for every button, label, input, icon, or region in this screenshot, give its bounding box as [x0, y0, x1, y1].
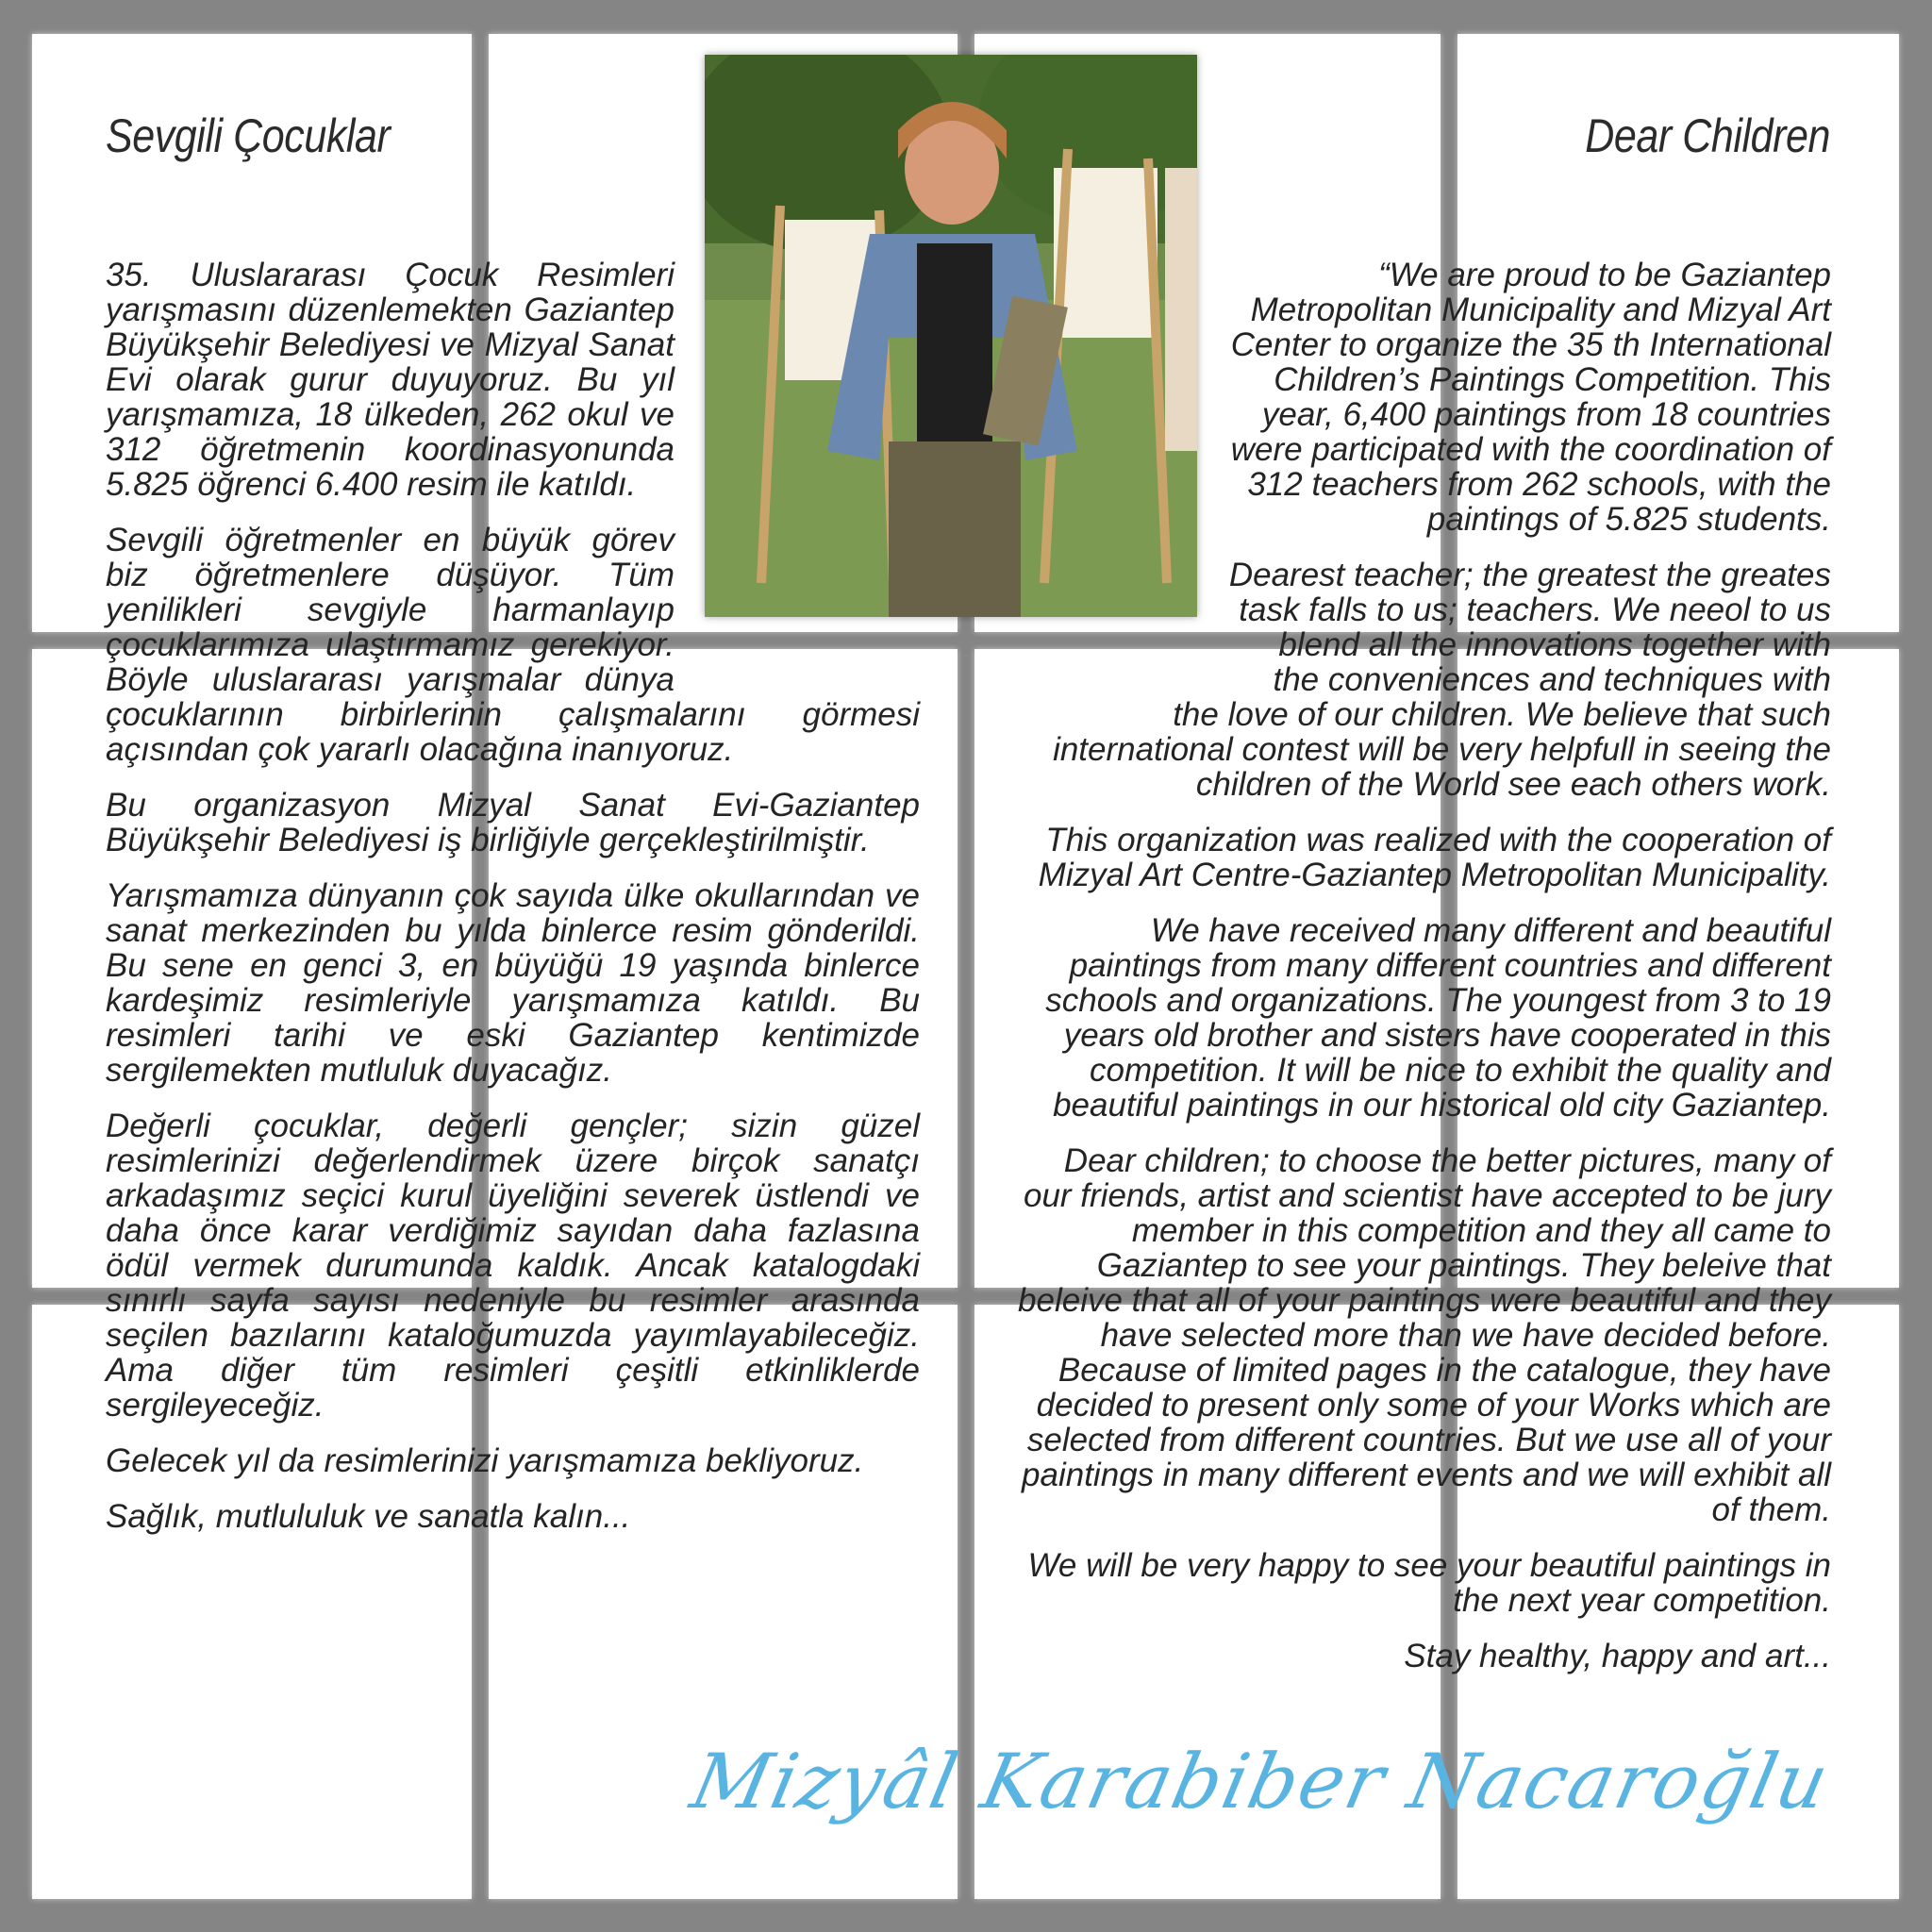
- signature: Mizyâl Karabiber Nacaroğlu: [684, 1738, 1838, 1825]
- english-paragraph: This organization was realized with the cooperation of Mizyal Art Centre-Gaziantep Metropolitan Municipality.: [1038, 822, 1831, 893]
- english-paragraph: We have received many different and beautiful paintings from many different countries and different schools and organizations. The youngest from 3 to 19 years old brother and sisters have cooperated in this competition. It will be nice to exhibit the quality and beautiful paintings in our historical old city Gaziantep.: [1045, 912, 1831, 1124]
- turkish-paragraph: Sevgili öğretmenler en büyük görev biz öğretmenlere düşüyor. Tüm yenilikleri sevgiyle harmanlayıp çocuklarımıza ulaştırmamız gerekiyor. Böyle uluslararası yarışmalar dünya çocuklarının birbirlerinin çalışmalarını görmesi açısından çok yararlı olacağına inanıyoruz.: [106, 522, 920, 768]
- english-heading: Dear Children: [1585, 109, 1830, 162]
- turkish-paragraph: 35. Uluslararası Çocuk Resimleri yarışmasını düzenlemekten Gaziantep Büyükşehir Belediyesi ve Mizyal Sanat Evi olarak gurur duyuyoruz. Bu yıl yarışmamıza, 18 ülkeden, 262 okul ve 312 öğretmenin koordinasyonunda 5.825 öğrenci 6.400 resim ile katıldı.: [106, 257, 675, 503]
- turkish-paragraph: Sağlık, mutlululuk ve sanatla kalın...: [106, 1498, 631, 1535]
- portrait-illustration: [705, 55, 1197, 617]
- english-paragraph: Dear children; to choose the better pictures, many of our friends, artist and scientist have accepted to be jury member in this competition and they all came to Gaziantep to see your paintings. They beleive that beleive that all of your paintings were beautiful and they have selected more than we have decided before. Because of limited pages in the catalogue, they have decided to present only some of your Works which are selected from different countries. But we use all of your paintings in many different events and we will exhibit all of them.: [1018, 1142, 1831, 1528]
- turkish-paragraph: Gelecek yıl da resimlerinizi yarışmamıza bekliyoruz.: [106, 1442, 864, 1479]
- english-paragraph: We will be very happy to see your beautiful paintings in the next year competition.: [1027, 1547, 1831, 1619]
- turkish-paragraph: Yarışmamıza dünyanın çok sayıda ülke okullarından ve sanat merkezinden bu yılda binlerce resim gönderildi. Bu sene en genci 3, en büyüğü 19 yaşında binlerce kardeşimiz resimleriyle yarışmamıza katıldı. Bu resimleri tarihi ve eski Gaziantep kentimizde sergilemekten mutluluk duyacağız.: [106, 877, 920, 1089]
- english-paragraph: Stay healthy, happy and art...: [1404, 1638, 1831, 1674]
- turkish-paragraph: Değerli çocuklar, değerli gençler; sizin güzel resimlerinizi değerlendirmek üzere birçok sanatçı arkadaşımız seçici kurul üyeliğini severek üstlendi ve daha önce karar verdiğimiz sayıdan daha fazlasına ödül vermek durumunda kaldık. Ancak katalogdaki sınırlı sayfa sayısı nedeniyle bu resimler arasında seçilen bazılarını kataloğumuzda yayımlayabileceğiz. Ama diğer tüm resimleri çeşitli etkinliklerde sergileyeceğiz.: [106, 1108, 920, 1424]
- turkish-heading: Sevgili Çocuklar: [106, 109, 391, 162]
- turkish-paragraph: Bu organizasyon Mizyal Sanat Evi-Gaziantep Büyükşehir Belediyesi iş birliğiyle gerçekleştirilmiştir.: [106, 787, 920, 858]
- portrait-photo: [705, 55, 1197, 617]
- english-paragraph: “We are proud to be Gaziantep Metropolitan Municipality and Mizyal Art Center to organize the 35 th International Children’s Paintings Competition. This year, 6,400 paintings from 18 countries were participated with the coordination of 312 teachers from 262 schools, with the paintings of 5.825 students.: [1230, 257, 1831, 538]
- english-paragraph: Dearest teacher; the greatest the greates task falls to us; teachers. We neeol to us blend all the innovations together with the conveniences and techniques with the love of our children. We believe that such international contest will be very helpfull in seeing the children of the World see each others work.: [1053, 557, 1831, 803]
